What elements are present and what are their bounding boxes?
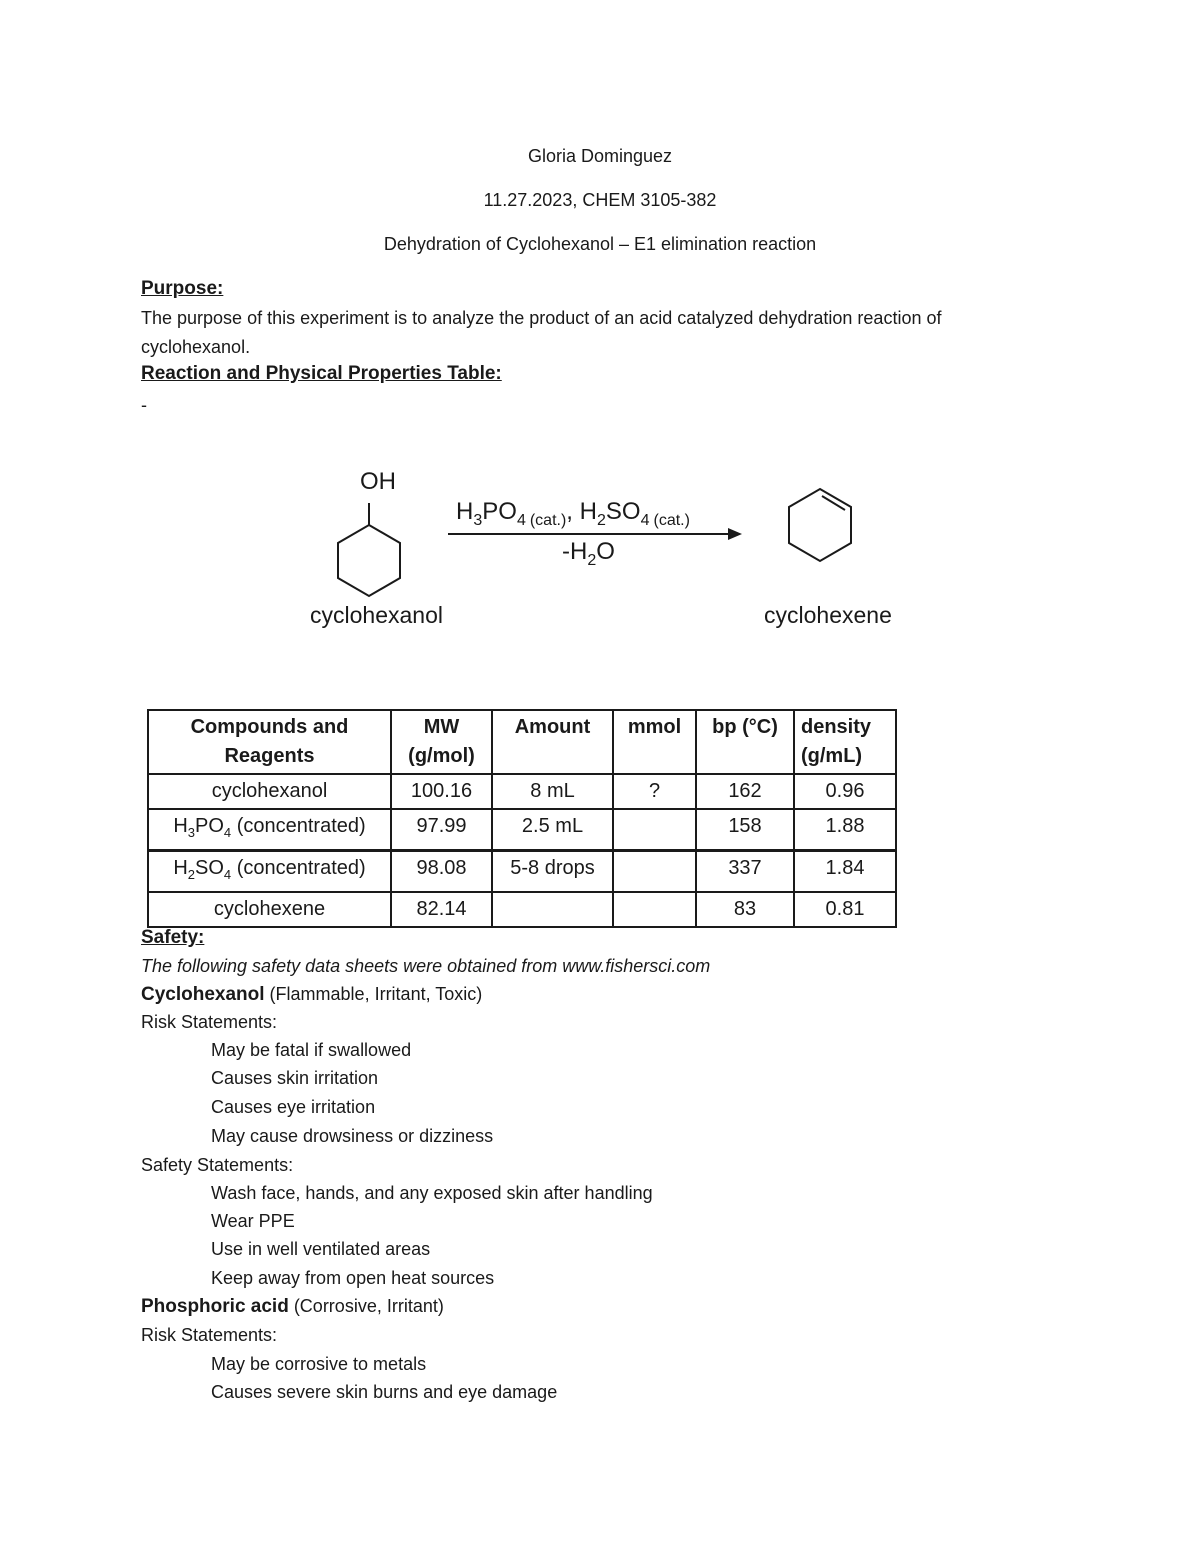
list-item: Causes severe skin burns and eye damage [211, 1382, 558, 1402]
cell-amount: 8 mL [492, 774, 613, 809]
cyclohexene-structure [789, 489, 851, 561]
cell-bp: 158 [696, 809, 794, 851]
cell-mmol: ? [613, 774, 696, 809]
list-item: Keep away from open heat sources [211, 1268, 495, 1288]
cell-bp: 83 [696, 892, 794, 927]
list-item: Wash face, hands, and any exposed skin after handling [211, 1183, 653, 1203]
cell-mmol [613, 809, 696, 851]
table-header-row [148, 710, 896, 774]
purpose-heading: Purpose: [141, 278, 224, 299]
list-item: May be fatal if swallowed [211, 1040, 412, 1060]
cell-mw: 97.99 [391, 809, 492, 851]
cell-density: 0.96 [794, 774, 896, 809]
phosphoric-name: Phosphoric acid [141, 1296, 289, 1317]
cyclohexanol-structure [338, 503, 400, 596]
document-title: Dehydration of Cyclohexanol – E1 elimination reaction [383, 234, 817, 254]
cell-compound: cyclohexanol [148, 774, 391, 809]
purpose-text: The purpose of this experiment is to analyze the product of an acid catalyzed dehydration reaction of cyclohexanol. [141, 308, 942, 357]
list-item: May cause drowsiness or dizziness [211, 1126, 494, 1146]
table-row [148, 809, 896, 851]
reaction-heading: Reaction and Physical Properties Table: [141, 363, 502, 384]
list-item: May be corrosive to metals [211, 1354, 427, 1374]
product-label: cyclohexene [764, 602, 892, 628]
cell-mw: 82.14 [391, 892, 492, 927]
header-mw: MW (g/mol) [391, 710, 492, 774]
cell-compound: $H_3PO_4$ (concentrated) [148, 809, 391, 851]
physical-properties-table [147, 709, 897, 928]
header-amount: Amount [492, 710, 613, 774]
cell-compound: $H_2SO_4$ (concentrated) [148, 851, 391, 893]
date-course: 11.27.2023, CHEM 3105-382 [483, 190, 717, 210]
cell-mw: 100.16 [391, 774, 492, 809]
cell-mmol [613, 892, 696, 927]
phosphoric-risk-heading: Risk Statements: [141, 1325, 278, 1345]
cell-density: 0.81 [794, 892, 896, 927]
cell-density: 1.88 [794, 809, 896, 851]
table-row [148, 774, 896, 809]
cell-bp: 337 [696, 851, 794, 893]
cell-mw: 98.08 [391, 851, 492, 893]
cell-density: 1.84 [794, 851, 896, 893]
cell-mmol [613, 851, 696, 893]
hydroxyl-label: OH [360, 468, 396, 495]
water-loss-label: $-H_2O$ [562, 538, 615, 569]
cell-compound: cyclohexene [148, 892, 391, 927]
reactant-label: cyclohexanol [310, 602, 443, 628]
list-item: Use in well ventilated areas [211, 1239, 431, 1259]
cyclohexanol-hazard-line [141, 984, 482, 1006]
cyclohexanol-risk-heading: Risk Statements: [141, 1012, 278, 1032]
cell-amount: 5-8 drops [492, 851, 613, 893]
author-name: Gloria Dominguez [527, 146, 673, 166]
header-density: density (g/mL) [794, 710, 896, 774]
table-row [148, 851, 896, 893]
arrow-head [728, 528, 742, 540]
safety-heading: Safety: [141, 927, 205, 948]
dash-marker: - [141, 395, 147, 415]
phosphoric-hazards: (Corrosive, Irritant) [288, 1296, 444, 1316]
cyclohexanol-safety-heading: Safety Statements: [141, 1155, 294, 1175]
list-item: Wear PPE [211, 1211, 295, 1231]
cell-amount [492, 892, 613, 927]
reaction-scheme [290, 455, 930, 635]
header-mmol: mmol [613, 710, 696, 774]
cyclohexanol-hazards: (Flammable, Irritant, Toxic) [264, 984, 483, 1004]
cell-bp: 162 [696, 774, 794, 809]
header-bp: bp (°C) [696, 710, 794, 774]
safety-source-note: The following safety data sheets were obtained from www.fishersci.com [141, 956, 711, 976]
cyclohexanol-name: Cyclohexanol [141, 984, 265, 1005]
list-item: Causes skin irritation [211, 1068, 379, 1088]
header-compounds: Compounds and Reagents [148, 710, 391, 774]
reagent-label: $H_3PO_4$ (cat.), $H_2SO_4$ (cat.) [456, 498, 690, 529]
phosphoric-hazard-line [141, 1296, 444, 1318]
cell-amount: 2.5 mL [492, 809, 613, 851]
list-item: Causes eye irritation [211, 1097, 376, 1117]
table-row [148, 892, 896, 927]
